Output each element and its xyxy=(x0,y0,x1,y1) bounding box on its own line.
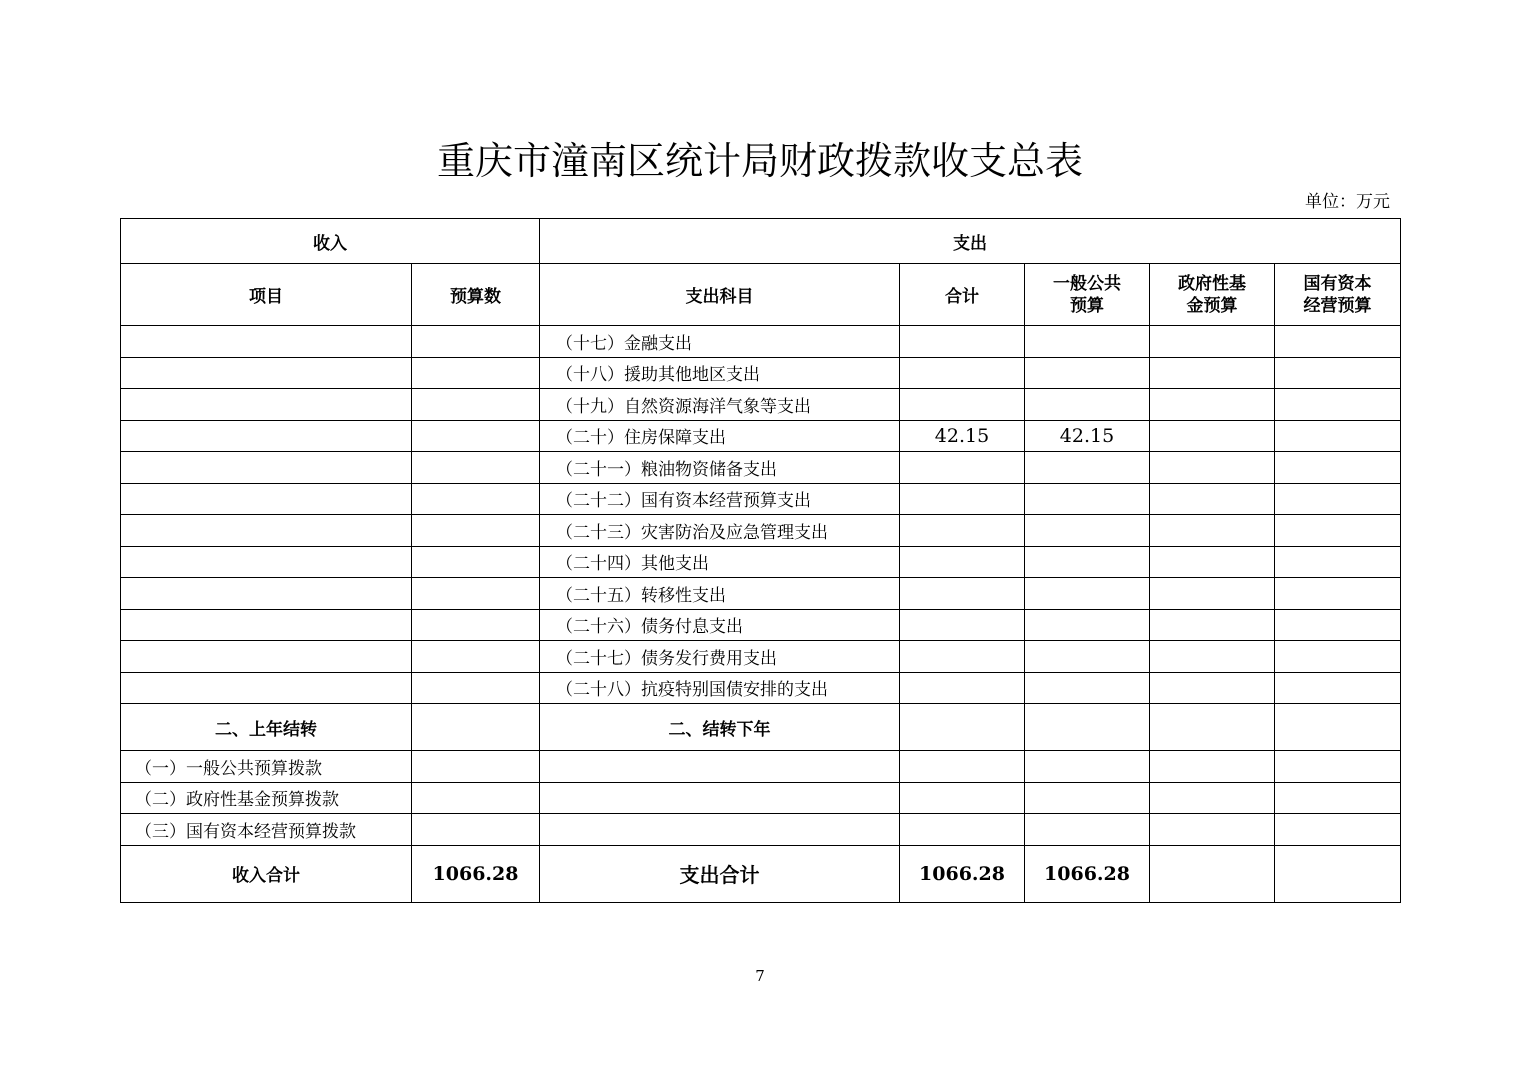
empty-cell xyxy=(540,814,900,846)
expense-capital-cell xyxy=(1275,546,1401,578)
empty-cell xyxy=(540,782,900,814)
income-item-cell xyxy=(121,609,412,641)
expense-capital-cell xyxy=(1275,452,1401,484)
income-item-cell xyxy=(121,578,412,610)
expense-total-fund xyxy=(1150,845,1275,902)
empty-cell xyxy=(1275,782,1401,814)
income-budget-cell xyxy=(412,672,540,704)
empty-cell xyxy=(412,814,540,846)
expense-general-cell xyxy=(1025,357,1150,389)
table-row xyxy=(121,672,1401,704)
carry-to-next-year-label: 二、结转下年 xyxy=(540,704,900,751)
table-row xyxy=(121,782,1401,814)
income-budget-cell xyxy=(412,483,540,515)
income-total-label: 收入合计 xyxy=(121,845,412,902)
expense-capital-cell xyxy=(1275,515,1401,547)
expense-general-cell xyxy=(1025,483,1150,515)
carryover-row xyxy=(121,704,1401,751)
expense-subject-cell: （二十六）债务付息支出 xyxy=(540,609,900,641)
table-header-row xyxy=(121,264,1401,326)
expense-fund-cell xyxy=(1150,420,1275,452)
expense-total-cell xyxy=(900,546,1025,578)
empty-cell xyxy=(1150,782,1275,814)
budget-table xyxy=(120,218,1401,903)
table-row xyxy=(121,578,1401,610)
expense-total-label: 支出合计 xyxy=(540,845,900,902)
table-row xyxy=(121,609,1401,641)
income-header: 收入 xyxy=(121,219,540,264)
expense-subject-cell: （十七）金融支出 xyxy=(540,326,900,358)
state-capital-budget-column-header xyxy=(1275,264,1401,326)
expense-capital-cell xyxy=(1275,389,1401,421)
expense-total-cell xyxy=(900,357,1025,389)
expense-fund-cell xyxy=(1150,389,1275,421)
income-item-cell xyxy=(121,483,412,515)
expense-capital-cell xyxy=(1275,578,1401,610)
income-budget-cell xyxy=(412,515,540,547)
empty-cell xyxy=(1025,751,1150,783)
expense-capital-cell xyxy=(1275,672,1401,704)
expense-total-cell xyxy=(900,609,1025,641)
expense-total-cell xyxy=(900,483,1025,515)
expense-fund-cell xyxy=(1150,452,1275,484)
income-budget-cell xyxy=(412,452,540,484)
expense-total-sum: 1066.28 xyxy=(900,845,1025,902)
table-row xyxy=(121,641,1401,673)
income-budget-cell xyxy=(412,641,540,673)
carry-to-next-year-value xyxy=(1275,704,1401,751)
table-row xyxy=(121,326,1401,358)
expense-total-cell xyxy=(900,452,1025,484)
income-item-cell xyxy=(121,326,412,358)
expense-total-cell xyxy=(900,389,1025,421)
expense-general-cell xyxy=(1025,578,1150,610)
expense-fund-cell xyxy=(1150,357,1275,389)
table-row xyxy=(121,751,1401,783)
expense-fund-cell xyxy=(1150,515,1275,547)
income-item-cell xyxy=(121,546,412,578)
empty-cell xyxy=(900,814,1025,846)
empty-cell xyxy=(1275,751,1401,783)
state-capital-budget-header-text: 国有资本经营预算 xyxy=(1303,273,1372,316)
empty-cell xyxy=(900,782,1025,814)
table-row xyxy=(121,546,1401,578)
carry-to-next-year-value xyxy=(1025,704,1150,751)
table-row xyxy=(121,420,1401,452)
expense-total-cell xyxy=(900,515,1025,547)
carryover-income-item: （三）国有资本经营预算拨款 xyxy=(121,814,412,846)
expense-total-cell xyxy=(900,672,1025,704)
gov-fund-budget-header-text: 政府性基金预算 xyxy=(1178,273,1246,316)
income-budget-cell xyxy=(412,326,540,358)
income-item-cell xyxy=(121,641,412,673)
expense-fund-cell xyxy=(1150,546,1275,578)
table-header-row-top xyxy=(121,219,1401,264)
gov-fund-budget-column-header xyxy=(1150,264,1275,326)
expense-fund-cell xyxy=(1150,641,1275,673)
expense-subject-cell: （二十四）其他支出 xyxy=(540,546,900,578)
empty-cell xyxy=(900,751,1025,783)
empty-cell xyxy=(1025,814,1150,846)
unit-label: 单位：万元 xyxy=(1305,192,1390,212)
prior-year-carryover-label: 二、上年结转 xyxy=(121,704,412,751)
expense-capital-cell xyxy=(1275,357,1401,389)
empty-cell xyxy=(540,751,900,783)
income-item-cell xyxy=(121,357,412,389)
carry-to-next-year-value xyxy=(900,704,1025,751)
total-column-header: 合计 xyxy=(900,264,1025,326)
empty-cell xyxy=(1150,814,1275,846)
expense-general-cell xyxy=(1025,609,1150,641)
expense-fund-cell xyxy=(1150,326,1275,358)
expense-total-cell xyxy=(900,326,1025,358)
expense-general-cell xyxy=(1025,389,1150,421)
expense-capital-cell xyxy=(1275,483,1401,515)
table-row xyxy=(121,389,1401,421)
general-public-budget-header-text: 一般公共预算 xyxy=(1053,273,1121,316)
empty-cell xyxy=(1150,751,1275,783)
empty-cell xyxy=(1025,782,1150,814)
income-item-cell xyxy=(121,672,412,704)
income-budget-cell xyxy=(412,546,540,578)
expense-general-cell xyxy=(1025,326,1150,358)
expense-general-cell: 42.15 xyxy=(1025,420,1150,452)
income-item-cell xyxy=(121,452,412,484)
expense-subject-column-header: 支出科目 xyxy=(540,264,900,326)
expense-general-cell xyxy=(1025,452,1150,484)
expense-subject-cell: （二十二）国有资本经营预算支出 xyxy=(540,483,900,515)
table-row xyxy=(121,357,1401,389)
expense-subject-cell: （二十）住房保障支出 xyxy=(540,420,900,452)
totals-row xyxy=(121,845,1401,902)
income-budget-cell xyxy=(412,578,540,610)
expense-total-cell xyxy=(900,578,1025,610)
item-column-header: 项目 xyxy=(121,264,412,326)
expense-subject-cell: （二十五）转移性支出 xyxy=(540,578,900,610)
empty-cell xyxy=(412,782,540,814)
income-budget-cell xyxy=(412,609,540,641)
expense-fund-cell xyxy=(1150,483,1275,515)
income-item-cell xyxy=(121,389,412,421)
income-budget-cell xyxy=(412,357,540,389)
expense-general-cell xyxy=(1025,641,1150,673)
expense-header: 支出 xyxy=(540,219,1401,264)
table-row xyxy=(121,452,1401,484)
expense-general-cell xyxy=(1025,546,1150,578)
expense-fund-cell xyxy=(1150,672,1275,704)
expense-subject-cell: （十九）自然资源海洋气象等支出 xyxy=(540,389,900,421)
expense-subject-cell: （二十八）抗疫特别国债安排的支出 xyxy=(540,672,900,704)
expense-capital-cell xyxy=(1275,326,1401,358)
income-budget-cell xyxy=(412,389,540,421)
general-public-budget-column-header xyxy=(1025,264,1150,326)
income-budget-cell xyxy=(412,420,540,452)
expense-total-capital xyxy=(1275,845,1401,902)
income-item-cell xyxy=(121,420,412,452)
page-number: 7 xyxy=(755,967,765,985)
expense-subject-cell: （十八）援助其他地区支出 xyxy=(540,357,900,389)
expense-total-cell xyxy=(900,641,1025,673)
expense-total-cell: 42.15 xyxy=(900,420,1025,452)
income-total-value: 1066.28 xyxy=(412,845,540,902)
carry-to-next-year-value xyxy=(1150,704,1275,751)
expense-subject-cell: （二十一）粮油物资储备支出 xyxy=(540,452,900,484)
expense-subject-cell: （二十七）债务发行费用支出 xyxy=(540,641,900,673)
expense-subject-cell: （二十三）灾害防治及应急管理支出 xyxy=(540,515,900,547)
expense-capital-cell xyxy=(1275,641,1401,673)
income-item-cell xyxy=(121,515,412,547)
empty-cell xyxy=(1275,814,1401,846)
expense-fund-cell xyxy=(1150,578,1275,610)
expense-general-cell xyxy=(1025,515,1150,547)
expense-total-general: 1066.28 xyxy=(1025,845,1150,902)
table-row xyxy=(121,515,1401,547)
table-row xyxy=(121,483,1401,515)
expense-fund-cell xyxy=(1150,609,1275,641)
budget-amount-column-header: 预算数 xyxy=(412,264,540,326)
expense-capital-cell xyxy=(1275,609,1401,641)
carryover-income-item: （一）一般公共预算拨款 xyxy=(121,751,412,783)
empty-cell xyxy=(412,751,540,783)
prior-year-carryover-value xyxy=(412,704,540,751)
expense-capital-cell xyxy=(1275,420,1401,452)
expense-general-cell xyxy=(1025,672,1150,704)
page-title: 重庆市潼南区统计局财政拨款收支总表 xyxy=(436,139,1083,183)
carryover-income-item: （二）政府性基金预算拨款 xyxy=(121,782,412,814)
table-row xyxy=(121,814,1401,846)
